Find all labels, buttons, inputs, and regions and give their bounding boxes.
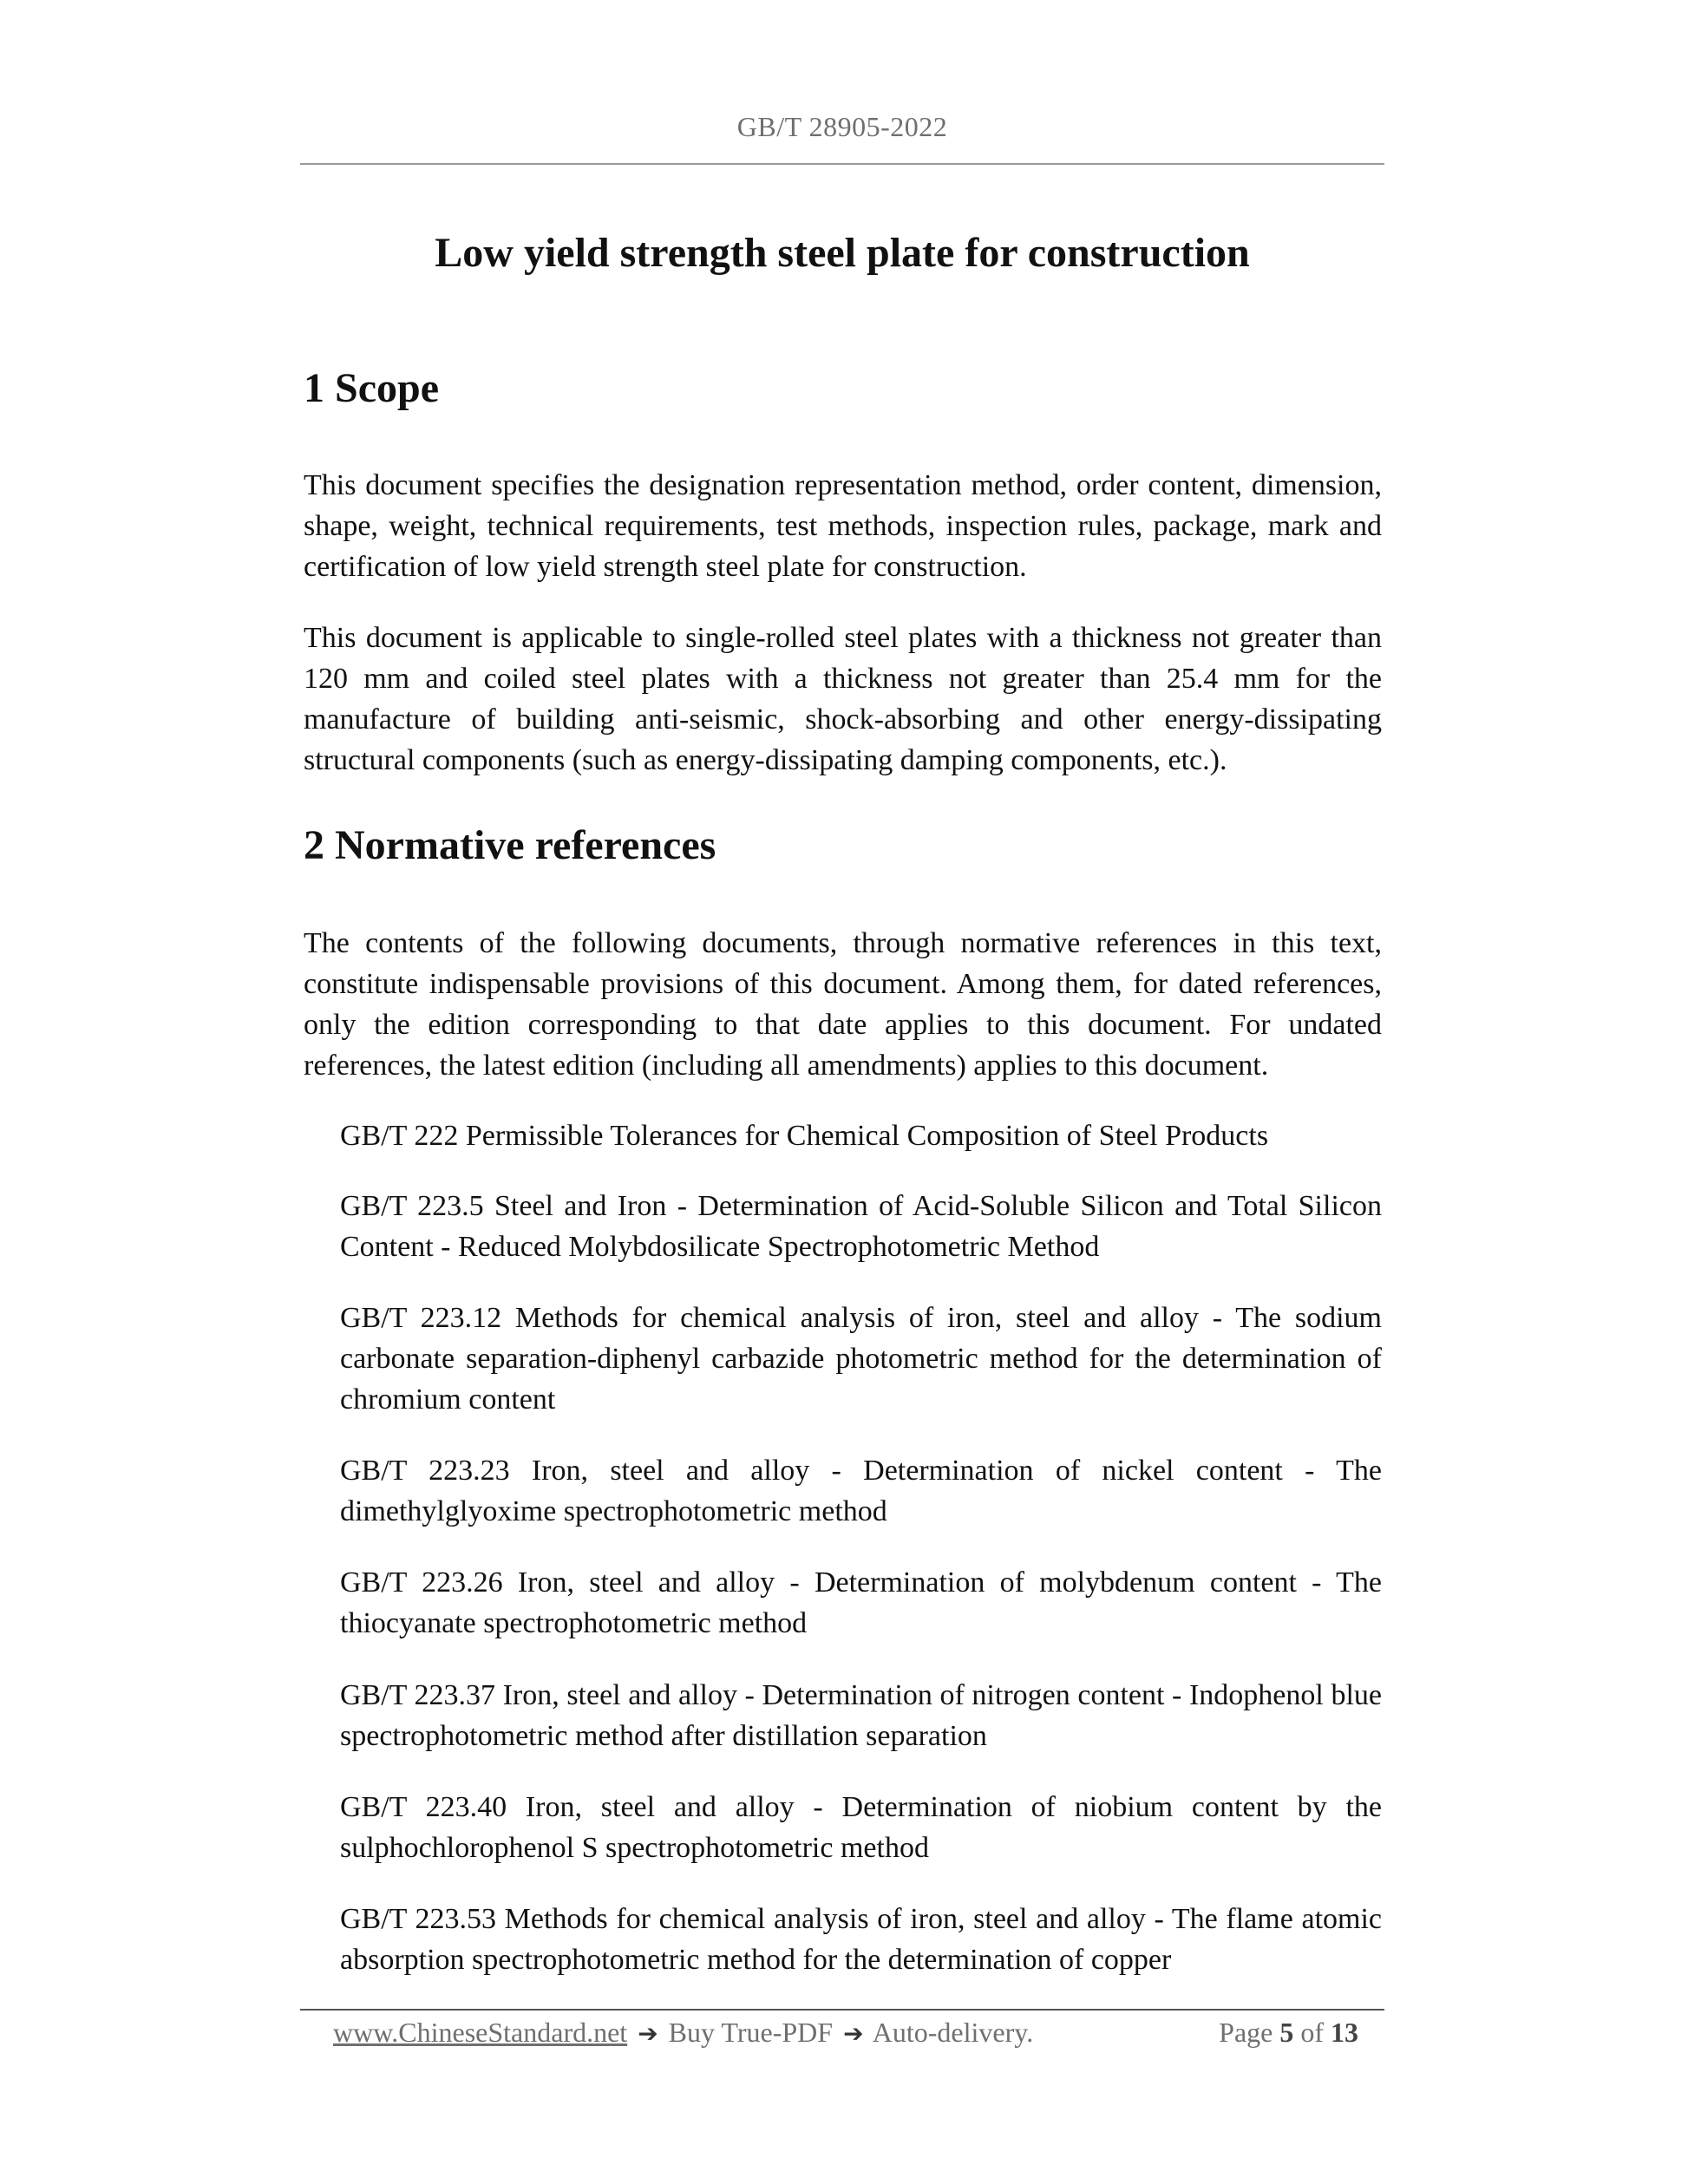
page-label: Page <box>1219 2017 1273 2048</box>
scope-paragraph-2: This document is applicable to single-rolled steel plates with a thickness not greater than 120 mm and coiled steel plates with a thickness not greater than 25.4 mm for the manufacture of building anti-seismic, shock-absorbing and other energy-dissipating structural components (such as energy-dissipating damping components, etc.). <box>304 622 1382 776</box>
header-divider <box>300 163 1384 165</box>
reference-item: GB/T 222 Permissible Tolerances for Chemical Composition of Steel Products <box>340 1120 1269 1152</box>
right-arrow-icon: ➔ <box>638 2019 658 2048</box>
reference-item: GB/T 223.40 Iron, steel and alloy - Determination of niobium content by the sulphochlorophenol S spectrophotometric method <box>340 1791 1382 1864</box>
normative-references-intro: The contents of the following documents, through normative references in this text, constitute indispensable provisions of this document. Among them, for dated references, only the edition corresponding to that date applies to this document. For undated references, the latest edition (including all amendments) applies to this document. <box>304 927 1382 1082</box>
scope-paragraph-1: This document specifies the designation representation method, order content, dimension, shape, weight, technical requirements, test methods, inspection rules, package, mark and certification of low yield strength steel plate for construction. <box>304 469 1382 583</box>
page-current: 5 <box>1279 2017 1294 2048</box>
section-heading-scope: 1 Scope <box>304 365 439 411</box>
right-arrow-icon: ➔ <box>843 2019 864 2048</box>
reference-item: GB/T 223.26 Iron, steel and alloy - Determination of molybdenum content - The thiocyanate spectrophotometric method <box>340 1566 1382 1639</box>
footer-promo <box>333 2012 1033 2054</box>
document-title: Low yield strength steel plate for construction <box>435 230 1250 276</box>
reference-item: GB/T 223.23 Iron, steel and alloy - Determination of nickel content - The dimethylglyoxime spectrophotometric method <box>340 1455 1382 1527</box>
running-header: GB/T 28905-2022 <box>736 111 948 142</box>
footer-divider <box>300 2009 1384 2011</box>
auto-delivery-text: Auto-delivery. <box>872 2017 1034 2048</box>
page-of-label: of <box>1300 2017 1324 2048</box>
reference-item: GB/T 223.53 Methods for chemical analysis of iron, steel and alloy - The flame atomic absorption spectrophotometric method for the determination of copper <box>340 1903 1382 1976</box>
reference-item: GB/T 223.5 Steel and Iron - Determination of Acid-Soluble Silicon and Total Silicon Content - Reduced Molybdosilicate Spectrophotometric Method <box>340 1190 1382 1263</box>
reference-item: GB/T 223.37 Iron, steel and alloy - Determination of nitrogen content - Indophenol blue spectrophotometric method after distillation separation <box>340 1679 1382 1752</box>
page-number-indicator <box>1219 2012 1358 2052</box>
section-heading-normative-references: 2 Normative references <box>304 822 716 868</box>
buy-true-pdf-text: Buy True-PDF <box>668 2017 834 2048</box>
page-footer <box>300 2012 1384 2052</box>
website-link[interactable]: www.ChineseStandard.net <box>333 2017 628 2048</box>
reference-item: GB/T 223.12 Methods for chemical analysis of iron, steel and alloy - The sodium carbonate separation-diphenyl carbazide photometric method for the determination of chromium content <box>340 1302 1382 1416</box>
page-total: 13 <box>1331 2017 1358 2048</box>
